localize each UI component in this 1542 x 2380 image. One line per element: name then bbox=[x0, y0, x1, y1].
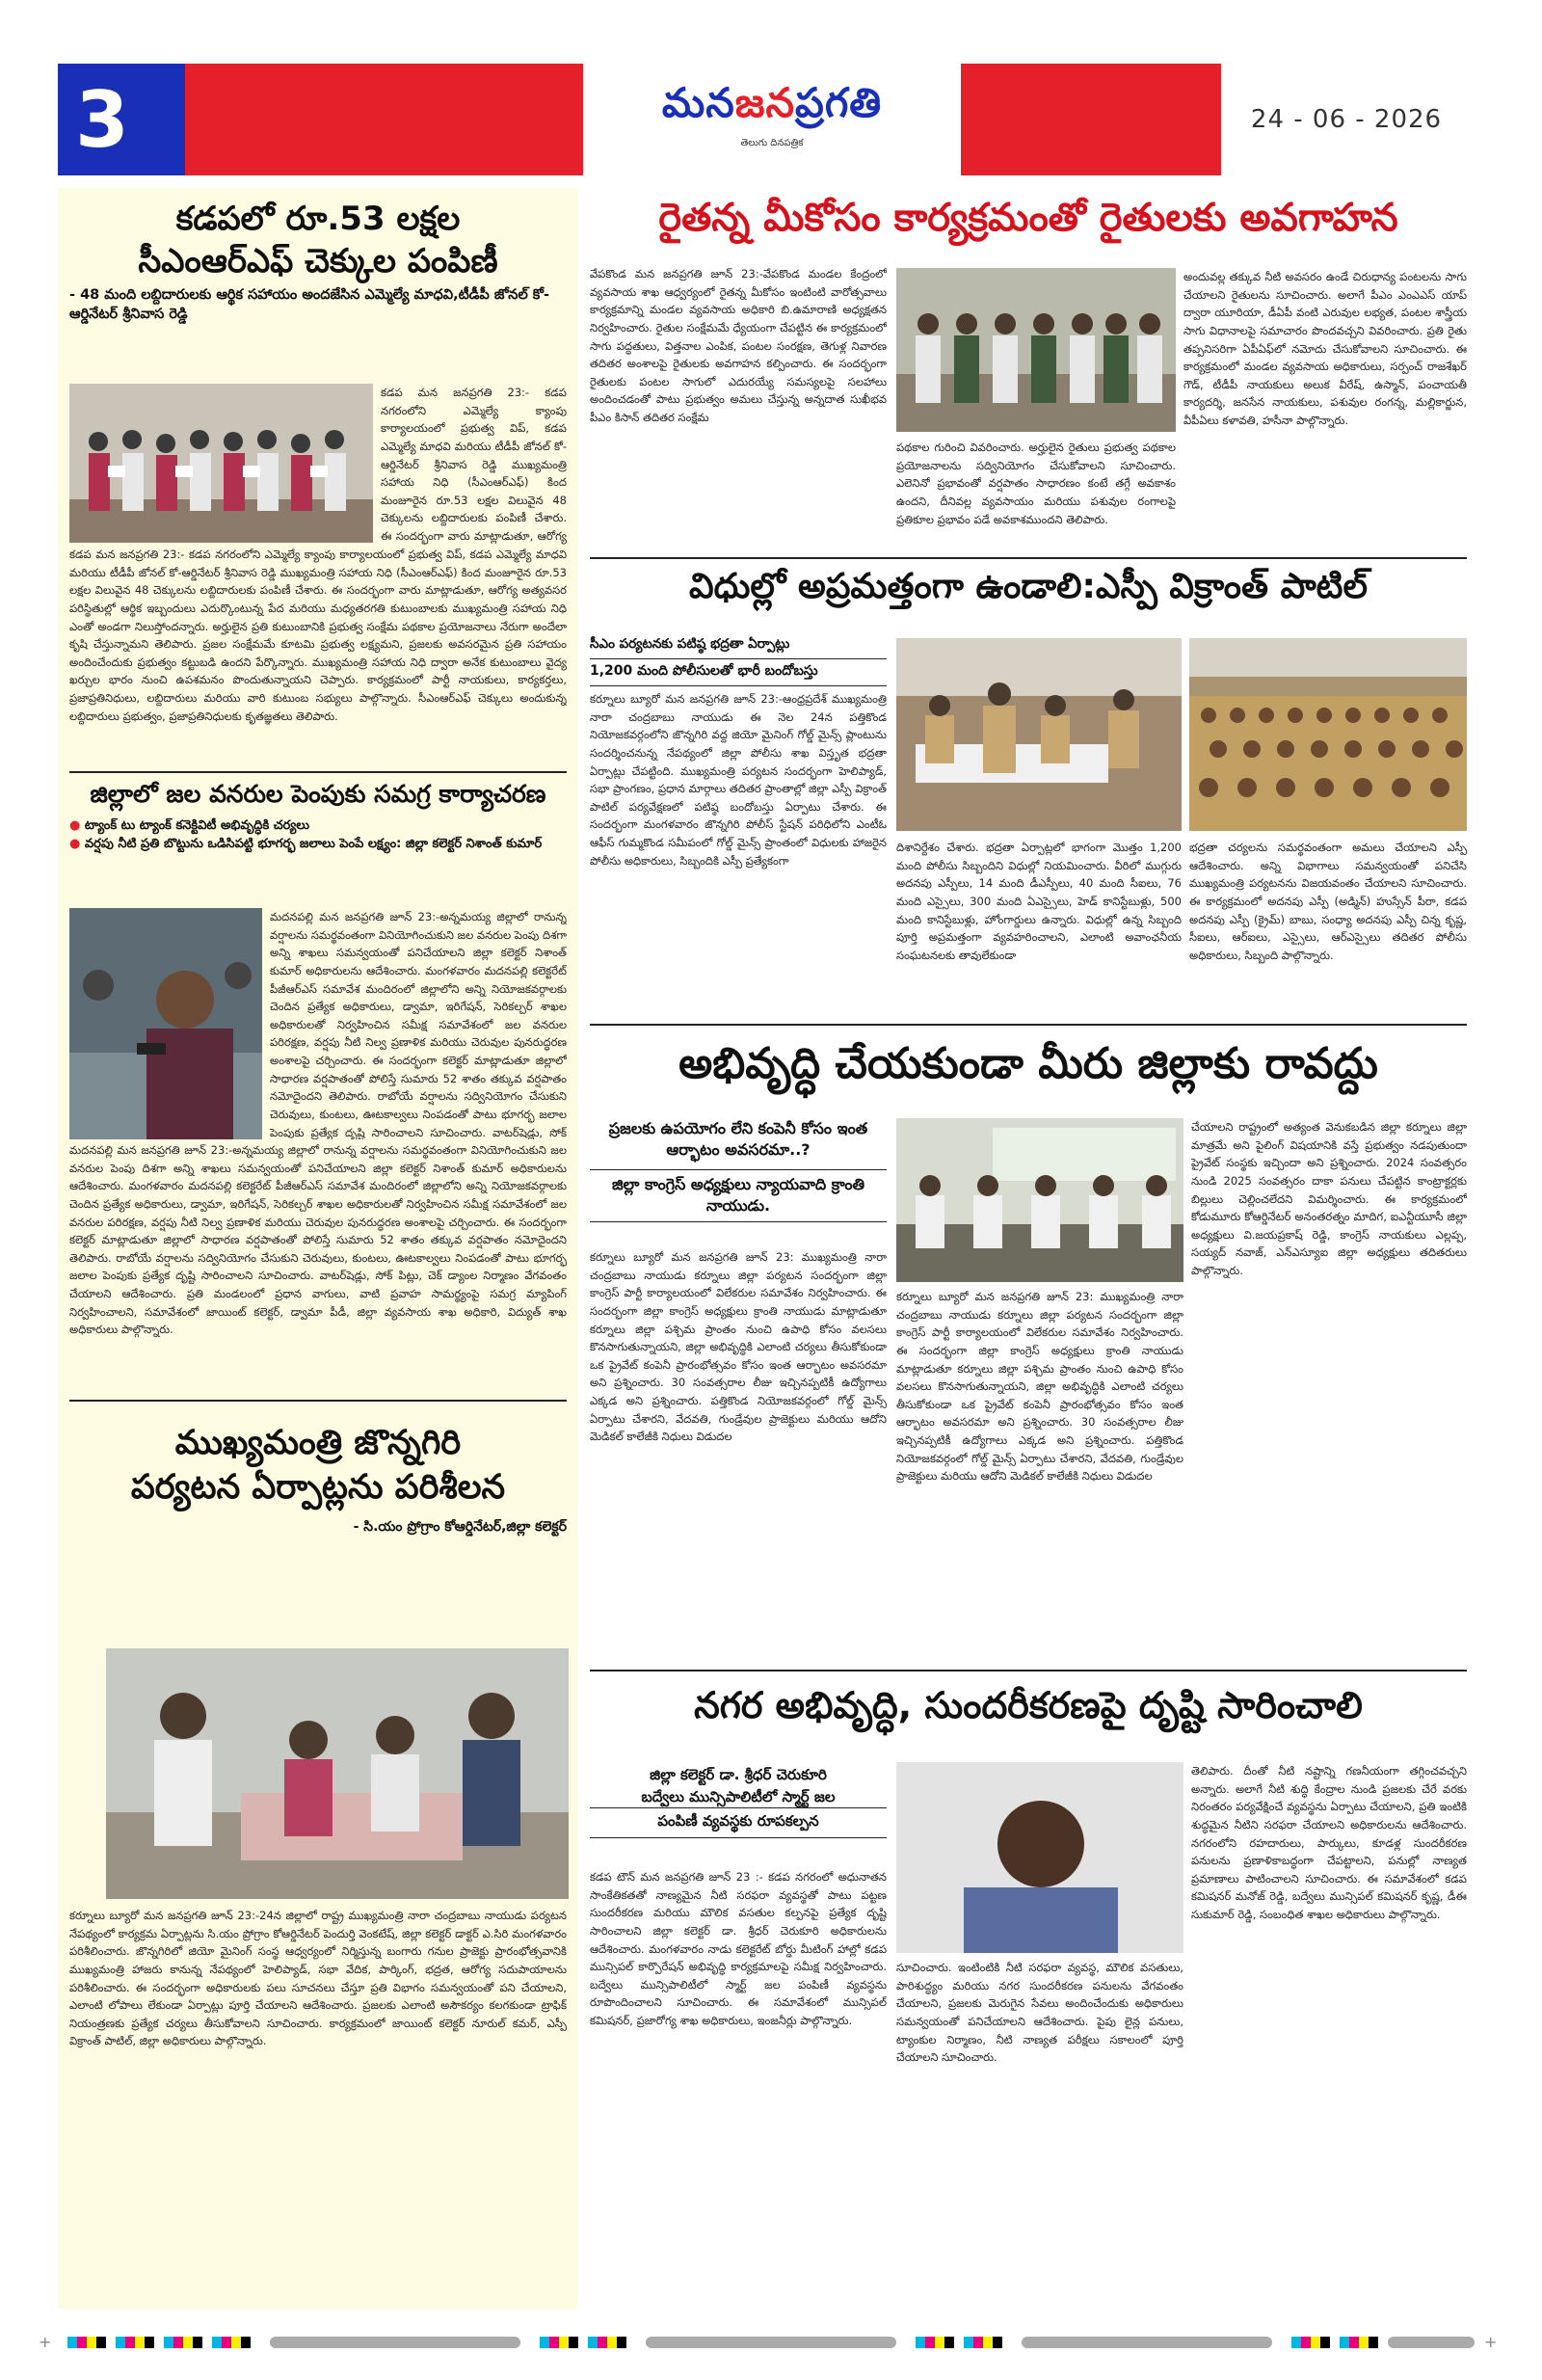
photo-congress-press bbox=[896, 1118, 1183, 1282]
body-sp-2: దిశానిర్దేశం చేశారు. భద్రతా ఏర్పాట్లలో భాగంగా మొత్తం 1,200 మంది పోలీసు సిబ్బందిని విధుల్లో నియమించారు. వీరిలో ముగ్గురు అదనపు ఎస్పీలు, 14 మంది డీఎస్పీలు, 40 మంది సీఐలు, 76 మంది ఎస్సైలు, 300 మంది ఏఎస్సైలు, హెడ్ కానిస్టేబుళ్లు, 500 మంది కానిస్టేబుళ్లు, హోంగార్డులు ఉన్నారు. విధుల్లో ఉన్న సిబ్బంది పూర్తి అప్రమత్తంగా వ్యవహరించాలని, ఎలాంటి అవాంఛనీయ సంఘటనలకు తావులేకుండా bbox=[896, 841, 1182, 962]
photo-cmrf-cheques-image bbox=[69, 384, 373, 543]
body-congress-2: కర్నూలు బ్యూరో మన జనప్రగతి జూన్ 23: ముఖ్యమంత్రి నారా చంద్రబాబు నాయుడు కర్నూలు జిల్లా పర్యటన సందర్భంగా జిల్లా కాంగ్రెస్ పార్టీ కార్యాలయంలో విలేకరుల సమావేశం నిర్వహించారు. ఈ సందర్భంగా జిల్లా కాంగ్రెస్ అధ్యక్షులు క్రాంతి నాయుడు మాట్లాడుతూ కర్నూలు జిల్లా పశ్చిమ ప్రాంతం నుంచి ఉపాధి కోసం వలసలు కొనసాగుతున్నాయని, జిల్లా అభివృద్ధికి ఎలాంటి చర్యలు తీసుకోకుండా ఒక ప్రైవేట్ కంపెనీ ప్రారంభోత్సవం కోసం ఇంత ఆర్భాటం అవసరమా అని ప్రశ్నించారు. 30 సంవత్సరాల లీజు ఇచ్చినప్పటికీ ఉద్యోగాలు ఎక్కడ అని ప్రశ్నించారు. పత్తికొండ నియోజకవర్గంలో గోల్డ్ మైన్స్ ఏర్పాటు చేశారని, వేదవతి, గుండ్రేవుల ప్రాజెక్టులు మరియు ఆదోని మెడికల్ కాలేజీకి నిధులు విడుదల bbox=[896, 1290, 1183, 1484]
article-water bbox=[69, 779, 567, 854]
body-city-2: సూచించారు. ఇంటింటికి నీటి సరఫరా వ్యవస్థ, మౌలిక వసతులు, పారిశుద్ధ్యం మరియు నగర సుందరీకరణ పనులను వేగవంతం చేయాలని, ప్రజలకు మెరుగైన సేవలు అందించేందుకు అధికారులు సమన్వయంతో పనిచేయాలని ఆదేశించారు. పైపు లైన్ల పనులు, ట్యాంకుల నిర్మాణం, నీటి నాణ్యత పరీక్షలు సకాలంలో పూర్తి చేయాలని సూచించారు. bbox=[896, 1961, 1183, 2065]
article-cm bbox=[69, 1422, 567, 1538]
subheadline-city-1: జిల్లా కలెక్టర్ డా. శ్రీధర్ చెరుకూరి bbox=[650, 1766, 827, 1783]
svg-text:+: + bbox=[1484, 2333, 1498, 2351]
body-water-2: మదనపల్లి మన జనప్రగతి జూన్ 23:-అన్నమయ్య జిల్లాలో రానున్న వర్షాలను సమర్థవంతంగా వినియోగించుకుని జల వనరుల పెంపు దిశగా అన్ని శాఖలు సమన్వయంతో పనిచేయాలని జిల్లా కలెక్టర్ నిశాంత్ కుమార్ అధికారులను ఆదేశించారు. మంగళవారం మదనపల్లి కలెక్టరేట్ పీజీఆర్ఎస్ సమావేశ మందిరంలో జిల్లాలోని అన్ని నియోజకవర్గాలకు చెందిన ప్రత్యేక అధికారులు, డ్వామా, ఇరిగేషన్, సెరికల్చర్ శాఖల అధికారులతో నిర్వహించిన సమీక్ష సమావేశంలో జల వనరుల పరిరక్షణ, వర్షపు నీటి నిల్వ ప్రణాళిక మరియు చెరువుల పునరుద్ధరణ అంశాలపై చర్చించారు. ఈ సందర్భంగా కలెక్టర్ మాట్లాడుతూ జిల్లాలో సాధారణ వర్షపాతంతో పోలిస్తే సుమారు 52 శాతం తక్కువ వర్షపాతం నమోదైందని తెలిపారు. రాబోయే వర్షాలను సద్వినియోగం చేసుకుని చెరువులు, కుంటలు, ఊటకాల్వలు నింపడంతో పాటు భూగర్భ జలాల పెంపుకు ప్రత్యేక దృష్టి సారించాలని సూచించారు. వాటర్‌షెడ్లు, సోక్ పిట్లు, చెక్ డ్యాంల నిర్మాణం వేగవంతం చేయాలని ఆదేశించారు. ప్రతి మండలంలో ప్రధాన వాగులు, వాటి ప్రవాహ సామర్థ్యంపై సమగ్ర మ్యాపింగ్ నిర్వహించాలని, సమావేశంలో జాయింట్ కలెక్టర్, డ్వామా పీడీ, జిల్లా వ్యవసాయ శాఖ అధికారి, విద్యుత్ శాఖ అధికారులు పాల్గొన్నారు. bbox=[69, 1143, 567, 1337]
masthead bbox=[583, 64, 961, 175]
article-sp bbox=[590, 565, 1467, 610]
headline-city: నగర అభివృద్ధి, సుందరీకరణపై దృష్టి సారించాలి bbox=[694, 1684, 1363, 1726]
photo-collector-speaking bbox=[69, 908, 262, 1139]
photo-sp-police-assembly-image bbox=[1189, 638, 1467, 831]
city-subheads bbox=[590, 1764, 887, 1838]
congress-subheads bbox=[590, 1118, 887, 1222]
headline-kadapa-1: కడపలో రూ.53 లక్షల bbox=[175, 200, 461, 238]
headline-water: జిల్లాలో జల వనరుల పెంపుకు సమగ్ర కార్యాచరణ bbox=[90, 780, 546, 808]
subheadline-sp-2: 1,200 మంది పోలీసులతో భారీ బందోబస్తు bbox=[590, 658, 887, 686]
masthead-title: మనజనప్రగతి bbox=[661, 79, 883, 126]
headline-kadapa-2: సీఎంఆర్ఎఫ్ చెక్కుల పంపిణీ bbox=[138, 242, 498, 281]
headline-cm-1: ముఖ్యమంత్రి జొన్నగిరి bbox=[174, 1424, 462, 1462]
headline-farmers: రైతన్న మీకోసం కార్యక్రమంతో రైతులకు అవగాహన bbox=[658, 196, 1398, 240]
masthead-tagline: తెలుగు దినపత్రిక bbox=[740, 138, 804, 148]
photo-cm-inspection bbox=[106, 1648, 569, 1899]
body-congress-1: కర్నూలు బ్యూరో మన జనప్రగతి జూన్ 23: ముఖ్యమంత్రి నారా చంద్రబాబు నాయుడు కర్నూలు జిల్లా పర్యటన సందర్భంగా జిల్లా కాంగ్రెస్ పార్టీ కార్యాలయంలో విలేకరుల సమావేశం నిర్వహించారు. ఈ సందర్భంగా జిల్లా కాంగ్రెస్ అధ్యక్షులు క్రాంతి నాయుడు మాట్లాడుతూ కర్నూలు జిల్లా పశ్చిమ ప్రాంతం నుంచి ఉపాధి కోసం వలసలు కొనసాగుతున్నాయని, జిల్లా అభివృద్ధికి ఎలాంటి చర్యలు తీసుకోకుండా ఒక ప్రైవేట్ కంపెనీ ప్రారంభోత్సవం కోసం ఇంత ఆర్భాటం అవసరమా అని ప్రశ్నించారు. 30 సంవత్సరాల లీజు ఇచ్చినప్పటికీ ఉద్యోగాలు ఎక్కడ అని ప్రశ్నించారు. పత్తికొండ నియోజకవర్గంలో గోల్డ్ మైన్స్ ఏర్పాటు చేశారని, వేదవతి, గుండ్రేవుల ప్రాజెక్టులు మరియు ఆదోని మెడికల్ కాలేజీకి నిధులు విడుదల bbox=[590, 1250, 887, 1444]
photo-cmrf-cheques bbox=[69, 384, 373, 543]
print-color-bar bbox=[39, 2333, 1503, 2352]
headline-cm-2: పర్యటన ఏర్పాట్లను పరిశీలన bbox=[130, 1467, 506, 1507]
body-kadapa-1: కడప మన జనప్రగతి 23:- కడప నగరంలోని ఎమ్మెల్యే క్యాంపు కార్యాలయంలో ప్రభుత్వ విప్, కడప ఎమ్మెల్యే మాధవి మరియు టీడీపీ జోనల్ కో-ఆర్డినేటర్ శ్రీనివాస రెడ్డి ముఖ్యమంత్రి సహాయ నిధి (సీఎంఆర్ఎఫ్) కింద మంజూరైన రూ.53 లక్షల విలువైన 48 చెక్కులను లబ్దిదారులకు పంపిణీ చేశారు. ఈ సందర్భంగా వారు మాట్లాడుతూ, ఆరోగ్య bbox=[381, 386, 567, 543]
body-city-1: కడప టౌన్ మన జనప్రగతి జూన్ 23 :- కడప నగరంలో అధునాతన సాంకేతికతతో నాణ్యమైన నీటి సరఫరా వ్యవస్థతో పాటు పట్టణ సుందరీకరణ మరియు మౌలిక వసతుల కల్పనపై ప్రత్యేక దృష్టి సారించాలని జిల్లా కలెక్టర్ డా. శ్రీధర్ చెరుకూరి అధికారులను ఆదేశించారు. మంగళవారం నాడు కలెక్టరేట్ బోర్డు మీటింగ్ హాల్లో కడప మున్సిపల్ కార్పొరేషన్ అభివృద్ధి కార్యక్రమాలపై సమీక్ష నిర్వహించారు. బద్వేలు మున్సిపాలిటీలో స్మార్ట్ జల పంపిణీ వ్యవస్థను రూపొందించాలని సూచించారు. ఈ సమావేశంలో మున్సిపల్ కమిషనర్, ప్రజారోగ్య శాఖ అధికారులు, ఇంజనీర్లు పాల్గొన్నారు. bbox=[590, 1870, 887, 2027]
divider bbox=[590, 1670, 1467, 1671]
photo-congress-press-image bbox=[896, 1118, 1183, 1282]
headline-congress: అభివృద్ధి చేయకుండా మీరు జిల్లాకు రావద్దు bbox=[678, 1039, 1378, 1088]
divider bbox=[590, 1024, 1467, 1026]
photo-sp-police-assembly bbox=[1189, 638, 1467, 831]
water-bullets bbox=[69, 816, 567, 854]
subheadline-congress-2: జిల్లా కాంగ్రెస్ అధ్యక్షులు న్యాయవాది క్రాంతి నాయుడు. bbox=[590, 1169, 887, 1222]
article-city bbox=[590, 1682, 1467, 1729]
body-sp-1: కర్నూలు బ్యూరో మన జనప్రగతి జూన్ 23:-ఆంధ్రప్రదేశ్ ముఖ్యమంత్రి నారా చంద్రబాబు నాయుడు ఈ నెల 24న పత్తికొండ నియోజకవర్గంలోని జొన్నగిరి వద్ద జియో మైనింగ్ గోల్డ్ మైన్స్ ప్లాంటును సందర్శించనున్న నేపథ్యంలో జిల్లా పోలీసు శాఖ విస్తృత భద్రతా ఏర్పాట్లు చేపట్టింది. ముఖ్యమంత్రి పర్యటన సందర్భంగా హెలిప్యాడ్, సభా ప్రాంగణం, ప్రధాన మార్గాలు తదితర ప్రాంతాల్లో జిల్లా ఎస్పీ విక్రాంత్ పాటిల్ పర్యవేక్షణలో పటిష్ఠ బందోబస్తు ఏర్పాటు చేశారు. ఈ సందర్భంగా మంగళవారం జొన్నగిరి పోలీస్ స్టేషన్ పరిధిలోని ఎంటీఓ ఆఫీస్ గుమ్మకొండ సమీపంలో గోల్డ్ మైన్స్ ప్రాంతంలో విధులకు హాజరైన పోలీసు అధికారులు, సిబ్బందికి ఎస్పీ ప్రత్యేకంగా bbox=[590, 692, 887, 868]
body-kadapa-2: కడప మన జనప్రగతి 23:- కడప నగరంలోని ఎమ్మెల్యే క్యాంపు కార్యాలయంలో ప్రభుత్వ విప్, కడప ఎమ్మెల్యే మాధవి మరియు టీడీపీ జోనల్ కో-ఆర్డినేటర్ శ్రీనివాస రెడ్డి ముఖ్యమంత్రి సహాయ నిధి (సీఎంఆర్ఎఫ్) కింద మంజూరైన రూ.53 లక్షల విలువైన 48 చెక్కులను లబ్దిదారులకు పంపిణీ చేశారు. ఈ సందర్భంగా వారు మాట్లాడుతూ, ఆరోగ్య అత్యవసర పరిస్థితుల్లో ఆర్థిక ఇబ్బందులు ఎదుర్కొంటున్న పేద మరియు మధ్యతరగతి కుటుంబాలకు ముఖ్యమంత్రి సహాయ నిధి ఎంతో అండగా నిలుస్తోందన్నారు. అర్హులైన ప్రతి కుటుంబానికి ప్రభుత్వ సంక్షేమ పథకాల ప్రయోజనాలు నేరుగా అందేలా కృషి చేస్తున్నామని తెలిపారు. ప్రజల సంక్షేమమే కూటమి ప్రభుత్వ లక్ష్యమని, ప్రజలకు అవసరమైన ప్రతి సహాయం అందించేందుకు ప్రభుత్వం కట్టుబడి ఉందని పేర్కొన్నారు. ముఖ్యమంత్రి సహాయ నిధి ద్వారా అనేక కుటుంబాలు వైద్య ఖర్చుల భారం నుంచి ఉపశమనం పొందుతున్నాయని చెప్పారు. కార్యక్రమంలో పార్టీ నాయకులు, కార్యకర్తలు, ప్రజాప్రతినిధులు, లబ్దిదారులు మరియు వారి కుటుంబ సభ్యులు పాల్గొన్నారు. సీఎంఆర్ఎఫ్ చెక్కులు అందుకున్న లబ్దిదారులు ప్రభుత్వం, ప్రజాప్రతినిధులకు కృతజ్ఞతలు తెలిపారు. bbox=[69, 548, 567, 723]
issue-date: 24 - 06 - 2026 bbox=[1221, 64, 1472, 175]
photo-sp-briefing bbox=[896, 638, 1182, 831]
body-city-3: తెలిపారు. దీంతో నీటి నష్టాన్ని గణనీయంగా తగ్గించవచ్చని అన్నారు. అలాగే నీటి శుద్ధి కేంద్రాల నుండి ప్రజలకు చేరే వరకు నిరంతరం పర్యవేక్షించే వ్యవస్థను ఏర్పాటు చేయాలని, ప్రతి ఇంటికి శుద్ధమైన నీటిని సరఫరా చేయాలని అధికారులను ఆదేశించారు. నగరంలోని రహదారులు, పార్కులు, కూడళ్ల సుందరీకరణ పనులను ప్రణాళికాబద్ధంగా చేపట్టాలని, పనుల్లో నాణ్యత ప్రమాణాలు పాటించాలని సూచించారు. ఈ సమావేశంలో కడప కమిషనర్ మనోజ్ రెడ్డి, బద్వేలు మున్సిపల్ కమిషనర్ కృష్ణ, డీఈ సుకుమార్ రెడ్డి, సంబంధిత శాఖల అధికారులు పాల్గొన్నారు. bbox=[1191, 1764, 1467, 1921]
body-farmers-1: వేపకొండ మన జనప్రగతి జూన్ 23:-వేపకొండ మండల కేంద్రంలో వ్యవసాయ శాఖ ఆధ్వర్యంలో రైతన్న మీకోసం ఇంటింటి వారోత్సవాలు కార్యక్రమాన్ని మండల వ్యవసాయ అధికారి బి.ఉమారాణి అధ్యక్షతన నిర్వహించారు. రైతుల సంక్షేమమే ధ్యేయంగా చేపట్టిన ఈ కార్యక్రమంలో సాగు పద్ధతులు, విత్తనాల ఎంపిక, పంటల సంరక్షణ, తెగుళ్ల నివారణ తదితర అంశాలపై రైతులకు అవగాహన కల్పించారు. ఈ సందర్భంగా రైతులకు పంటల సాగులో ఎదురయ్యే సమస్యలపై సలహాలు అందించడంతో పాటు ప్రభుత్వం అమలు చేస్తున్న అన్నదాత సుఖీభవ పీఎం కిసాన్ తదితర సంక్షేమ bbox=[590, 267, 887, 424]
subheadline-city-3: పంపిణీ వ్యవస్థకు రూపకల్పన bbox=[590, 1807, 887, 1838]
photo-collector-portrait bbox=[896, 1762, 1183, 1953]
subheadline-cm: - సి.యం ప్రోగ్రాం కోఆర్డినేటర్,జిల్లా కలెక్టర్ bbox=[353, 1519, 567, 1535]
headline-sp: విధుల్లో అప్రమత్తంగా ఉండాలి:ఎస్పీ విక్రాంత్ పాటిల్ bbox=[688, 567, 1369, 606]
body-cm: కర్నూలు బ్యూరో మన జనప్రగతి జూన్ 23:-24న జిల్లాలో రాష్ట్ర ముఖ్యమంత్రి నారా చంద్రబాబు నాయుడు పర్యటన నేపథ్యంలో కార్యక్రమ ఏర్పాట్లను సి.యం ప్రోగ్రాం కోఆర్డినేటర్ పెందుర్తి వెంకటేష్, జిల్లా కలెక్టర్ డాక్టర్ ఎ.సిరి మంగళవారం పరిశీలించారు. జొన్నగిరిలో జియో మైనింగ్ సంస్థ ఆధ్వర్యంలో నిర్మిస్తున్న బంగారు గనుల ప్రాజెక్టు ప్రారంభోత్సవానికి ముఖ్యమంత్రి హాజరు కానున్న నేపథ్యంలో హెలిప్యాడ్, సభా వేదిక, పార్కింగ్, భద్రత, ఆరోగ్య సదుపాయాలను పరిశీలించారు. ఈ సందర్భంగా అధికారులకు పలు సూచనలు చేస్తూ ప్రతి విభాగం సమన్వయంతో పని చేయాలని, ఎలాంటి లోపాలు లేకుండా ఏర్పాట్లు పూర్తి చేయాలని ఆదేశించారు. ప్రజలకు ఎలాంటి అసౌకర్యం కలగకుండా ట్రాఫిక్ నియంత్రణకు ప్రత్యేక చర్యలు తీసుకోవాలని సూచించారు. కార్యక్రమంలో జాయింట్ కలెక్టర్ నూరుల్ కమర్, ఎస్పీ విక్రాంత్ పాటిల్, జిల్లా అధికారులు పాల్గొన్నారు. bbox=[69, 1909, 567, 2048]
subheadline-sp-1: సీఎం పర్యటనకు పటిష్ఠ భద్రతా ఏర్పాట్లు bbox=[590, 636, 790, 652]
bullet-icon: ● bbox=[69, 837, 81, 851]
body-farmers-2: పథకాల గురించి వివరించారు. అర్హులైన రైతులు ప్రభుత్వ పథకాల ప్రయోజనాలను సద్వినియోగం చేసుకోవాలని సూచించారు. ఎలెనినో ప్రభావంతో వర్షపాతం సాధారణం కంటే తగ్గే అవకాశం ఉందని, దీనివల్ల వ్యవసాయం మరియు పశువుల రంగాలపై ప్రతికూల ప్రభావం పడే అవకాశముందని తెలిపారు. bbox=[896, 441, 1176, 526]
subheadline-kadapa: - 48 మంది లబ్దిదారులకు ఆర్థిక సహాయం అందజేసిన ఎమ్మెల్యే మాధవి,టీడీపీ జోనల్ కో-ఆర్డినేటర్ శ్రీనివాస రెడ్డి bbox=[69, 287, 549, 322]
body-sp-3: భద్రతా చర్యలను సమర్థవంతంగా అమలు చేయాలని ఎస్పీ ఆదేశించారు. అన్ని విభాగాలు సమన్వయంతో పనిచేసి ముఖ్యమంత్రి పర్యటనను విజయవంతం చేయాలని సూచించారు. ఈ కార్యక్రమంలో అదనపు ఎస్పీ (అడ్మిన్) హుస్సేన్ పీరా, కడప అదనపు ఎస్పీ (క్రైమ్) బాబు, సంధ్యా అదనపు ఎస్పీ చిన్న కృష్ణ, సీఐలు, ఆర్ఐలు, ఎస్సైలు, ఆర్ఎస్సైలు తదితర పోలీసు అధికారులు, సిబ్బంది పాల్గొన్నారు. bbox=[1189, 841, 1467, 962]
subheadline-city-2: బద్వేలు మున్సిపాలిటీలో స్మార్ట్ జల bbox=[641, 1787, 836, 1805]
bullet-icon: ● bbox=[69, 817, 81, 833]
water-bullet-1: ● ట్యాంక్ టు ట్యాంక్ కనెక్టివిటీ అభివృద్ధికి చర్యలు bbox=[69, 817, 310, 833]
article-congress bbox=[590, 1036, 1467, 1091]
photo-cm-inspection-image bbox=[106, 1648, 569, 1899]
divider bbox=[590, 557, 1467, 559]
photo-collector-speaking-image bbox=[69, 908, 262, 1139]
photo-farmers-meeting bbox=[896, 268, 1176, 432]
page-number: 3 bbox=[58, 64, 146, 175]
article-kadapa bbox=[69, 198, 567, 325]
photo-farmers-meeting-image bbox=[896, 268, 1176, 432]
page-header bbox=[58, 64, 1472, 175]
body-congress-3: చేయాలని రాష్ట్రంలో అత్యంత వెనుకబడిన జిల్లా కర్నూలు జిల్లా మాత్రమే అని పైలింగ్ విషయానికి వస్తే ప్రభుత్వం నడపుతుందా ప్రైవేట్ సంస్థకు ఇచ్చిందా అని ప్రశ్నించారు. 2024 సంవత్సరం నుండి 2025 సంవత్సరం దాకా పనులు చేపట్టిన కాంట్రాక్టర్లకు బిల్లులు చెల్లించలేదని విమర్శించారు. ఈ కార్యక్రమంలో కోడుమూరు కోఆర్డినేటర్ అనంతరత్నం మాదిగ, ఐఎన్టీయూసీ జిల్లా అధ్యక్షులు వి.జయప్రకాష్ రెడ్డి, కాంగ్రెస్ నాయకులు ఎల్లప్ప, సయ్యద్ నవాజ్, ఎన్ఎస్యూఐ జిల్లా అధ్యక్షులు తదితరులు పాల్గొన్నారు. bbox=[1191, 1120, 1467, 1277]
body-water-1: మదనపల్లి మన జనప్రగతి జూన్ 23:-అన్నమయ్య జిల్లాలో రానున్న వర్షాలను సమర్థవంతంగా వినియోగించుకుని జల వనరుల పెంపు దిశగా అన్ని శాఖలు సమన్వయంతో పనిచేయాలని జిల్లా కలెక్టర్ నిశాంత్ కుమార్ అధికారులను ఆదేశించారు. మంగళవారం మదనపల్లి కలెక్టరేట్ పీజీఆర్ఎస్ సమావేశ మందిరంలో జిల్లాలోని అన్ని నియోజకవర్గాలకు చెందిన ప్రత్యేక అధికారులు, డ్వామా, ఇరిగేషన్, సెరికల్చర్ శాఖల అధికారులతో నిర్వహించిన సమీక్ష సమావేశంలో జల వనరుల పరిరక్షణ, వర్షపు నీటి నిల్వ ప్రణాళిక మరియు చెరువుల పునరుద్ధరణ అంశాలపై చర్చించారు. ఈ సందర్భంగా కలెక్టర్ మాట్లాడుతూ జిల్లాలో సాధారణ వర్షపాతంతో పోలిస్తే సుమారు 52 శాతం తక్కువ వర్షపాతం నమోదైందని తెలిపారు. రాబోయే వర్షాలను సద్వినియోగం చేసుకుని చెరువులు, కుంటలు, ఊటకాల్వలు నింపడంతో పాటు భూగర్భ జలాల పెంపుకు ప్రత్యేక దృష్టి సారించాలని సూచించారు. వాటర్‌షెడ్లు, సోక్ bbox=[270, 910, 567, 1139]
print-color-bar-image bbox=[39, 2333, 1503, 2352]
sp-subheads bbox=[590, 636, 887, 686]
divider bbox=[69, 771, 567, 773]
photo-collector-portrait-image bbox=[896, 1762, 1183, 1953]
divider bbox=[69, 1400, 567, 1402]
svg-text:+: + bbox=[39, 2333, 52, 2351]
article-farmers bbox=[590, 193, 1467, 243]
water-bullet-2: ● వర్షపు నీటి ప్రతి బొట్టును ఒడిసిపట్టి భూగర్భ జలాలు పెంపే లక్ష్యం: జిల్లా కలెక్టర్ నిశాంత్ కుమార్ bbox=[69, 837, 543, 851]
body-farmers-3: అందువల్ల తక్కువ నీటి అవసరం ఉండే చిరుధాన్య పంటలను సాగు చేయాలని రైతులను సూచించారు. అలాగే పీఎం ఎంఎఎస్ యాప్ ద్వారా యూరియా, డీఏపీ వంటి ఎరువుల లభ్యత, పంటల శాస్త్రీయ సాగు విధానాలపై సమాచారం పొందవచ్చని వివరించారు. ప్రతి రైతు తప్పనిసరిగా ఏపీఏఫ్‌లో నమోదు చేసుకోవాలని సూచించారు. ఈ కార్యక్రమంలో మండల వ్యవసాయ అధికారులు, సర్పంచ్ రాజశేఖర్ గౌడ్, టీడీపీ నాయకులు అలుక వీరేష్, ఉస్మాన్, పంచాయతీ కార్యదర్శి, జనసేన నాయకులు, పశువుల రంగన్న, మల్లికార్జున, వీపీఏలు కళావతి, హసీనా పాల్గొన్నారు. bbox=[1183, 270, 1467, 427]
photo-sp-briefing-image bbox=[896, 638, 1182, 831]
subheadline-congress-1: ప్రజలకు ఉపయోగం లేని కంపెనీ కోసం ఇంత ఆర్భాటం అవసరమా..? bbox=[608, 1119, 868, 1160]
